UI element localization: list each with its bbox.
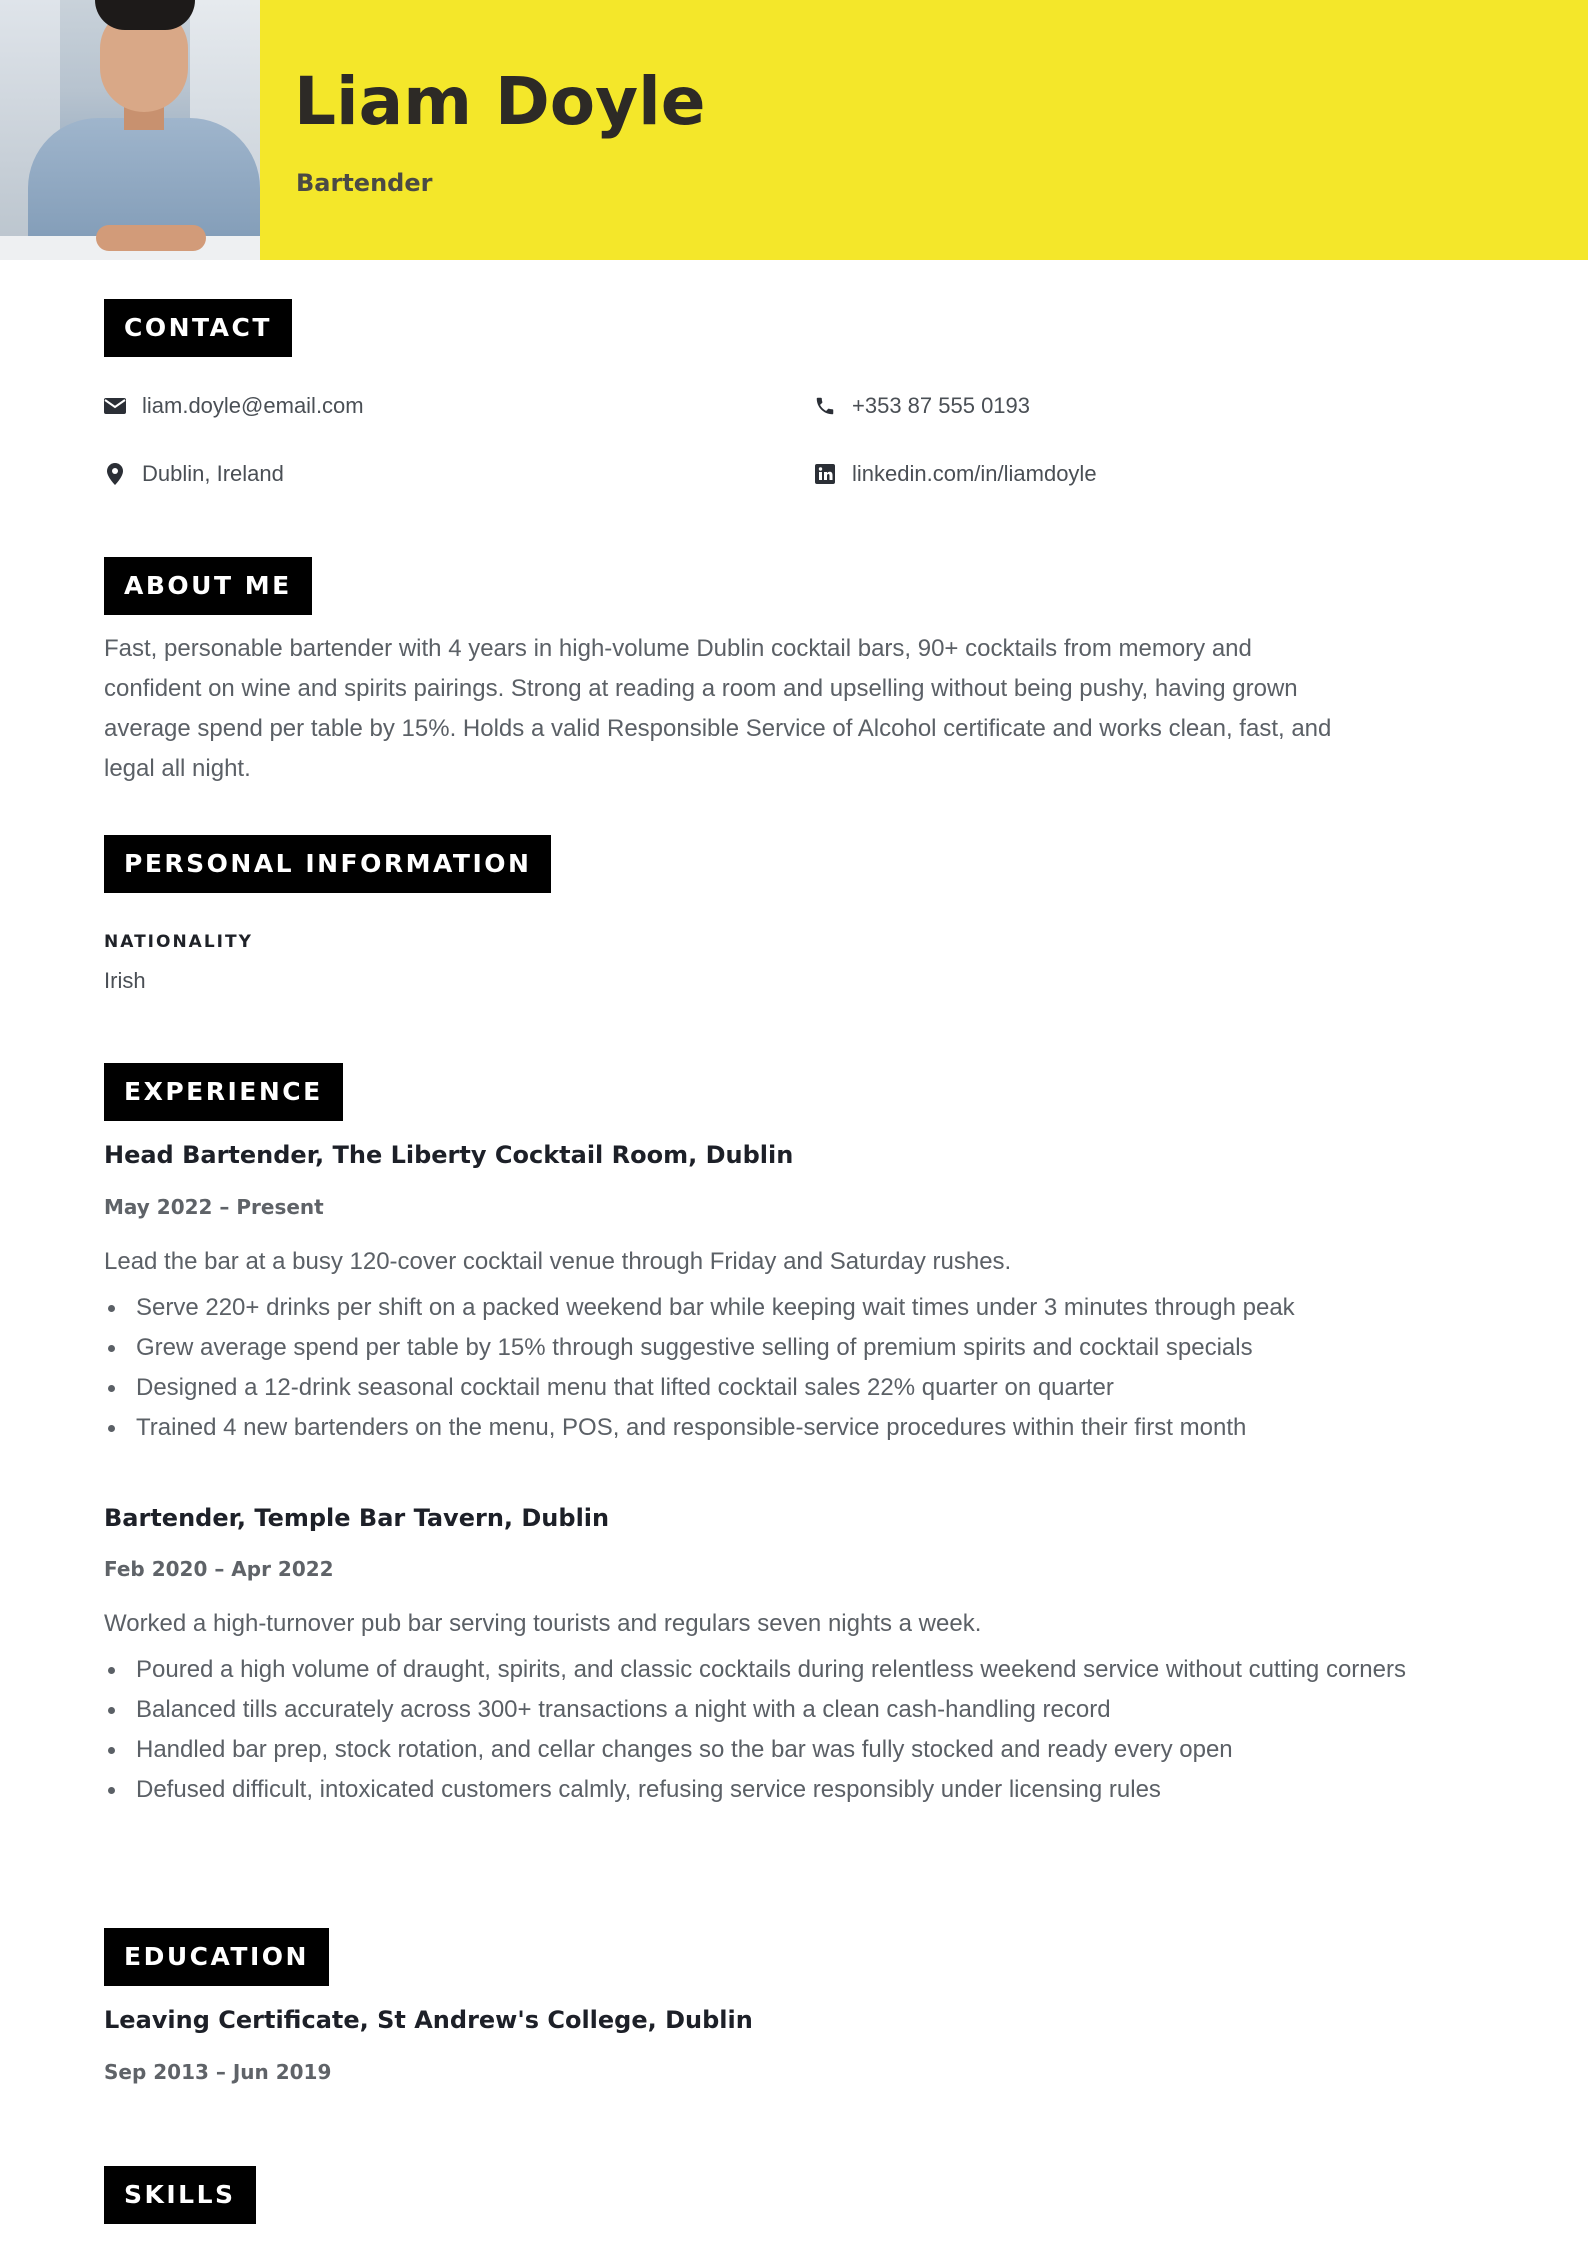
job-bullets <box>104 1288 1504 1448</box>
linkedin-icon <box>812 461 838 487</box>
about-text <box>104 629 1484 789</box>
list-item: Trained 4 new bartenders on the menu, POS, and responsible-service procedures within their first month <box>104 1408 1504 1448</box>
list-item: Grew average spend per table by 15% through suggestive selling of premium spirits and cocktail specials <box>104 1328 1504 1368</box>
nationality-label: NATIONALITY <box>104 932 253 952</box>
job-title: Bartender, Temple Bar Tavern, Dublin <box>104 1504 610 1532</box>
job-summary: Worked a high-turnover pub bar serving tourists and regulars seven nights a week. <box>104 1610 982 1637</box>
contact-location-text: Dublin, Ireland <box>142 461 284 486</box>
nationality-value: Irish <box>104 968 146 993</box>
list-item: Poured a high volume of draught, spirits, and classic cocktails during relentless weekend service without cutting corners <box>104 1650 1494 1690</box>
candidate-role: Bartender <box>296 169 433 197</box>
job-title: Head Bartender, The Liberty Cocktail Room, Dublin <box>104 1141 794 1169</box>
education-title: Leaving Certificate, St Andrew's College, Dublin <box>104 2006 753 2034</box>
section-title-contact: CONTACT <box>104 299 292 357</box>
contact-email[interactable] <box>102 391 364 421</box>
contact-linkedin-text: linkedin.com/in/liamdoyle <box>852 461 1097 486</box>
list-item: Designed a 12-drink seasonal cocktail menu that lifted cocktail sales 22% quarter on quarter <box>104 1368 1504 1408</box>
contact-linkedin[interactable] <box>812 459 1097 489</box>
job-dates: May 2022 – Present <box>104 1195 324 1219</box>
section-title-education: EDUCATION <box>104 1928 329 1986</box>
contact-phone-text: +353 87 555 0193 <box>852 393 1031 418</box>
about-line: confident on wine and spirits pairings. Strong at reading a room and upselling without being pushy, having grown <box>104 675 1298 702</box>
about-line: Fast, personable bartender with 4 years in high-volume Dublin cocktail bars, 90+ cocktails from memory and <box>104 635 1252 662</box>
section-title-about: ABOUT ME <box>104 557 312 615</box>
section-title-skills: SKILLS <box>104 2166 256 2224</box>
job-summary: Lead the bar at a busy 120-cover cocktail venue through Friday and Saturday rushes. <box>104 1248 1012 1275</box>
section-title-experience: EXPERIENCE <box>104 1063 343 1121</box>
contact-email-text: liam.doyle@email.com <box>142 393 364 418</box>
profile-photo <box>0 0 260 260</box>
job-bullets <box>104 1650 1494 1810</box>
about-line: average spend per table by 15%. Holds a valid Responsible Service of Alcohol certificate and works clean, fast, and <box>104 715 1332 742</box>
about-line: legal all night. <box>104 755 251 782</box>
envelope-icon <box>102 393 128 419</box>
candidate-name: Liam Doyle <box>294 63 706 140</box>
list-item: Balanced tills accurately across 300+ transactions a night with a clean cash-handling record <box>104 1690 1494 1730</box>
list-item: Serve 220+ drinks per shift on a packed weekend bar while keeping wait times under 3 minutes through peak <box>104 1288 1504 1328</box>
contact-location <box>102 459 284 489</box>
contact-phone[interactable] <box>812 391 1030 421</box>
map-pin-icon <box>102 461 128 487</box>
phone-icon <box>812 393 838 419</box>
list-item: Handled bar prep, stock rotation, and cellar changes so the bar was fully stocked and ready every open <box>104 1730 1494 1770</box>
list-item: Defused difficult, intoxicated customers calmly, refusing service responsibly under licensing rules <box>104 1770 1494 1810</box>
education-dates: Sep 2013 – Jun 2019 <box>104 2060 332 2084</box>
job-dates: Feb 2020 – Apr 2022 <box>104 1557 334 1581</box>
section-title-personal: PERSONAL INFORMATION <box>104 835 551 893</box>
